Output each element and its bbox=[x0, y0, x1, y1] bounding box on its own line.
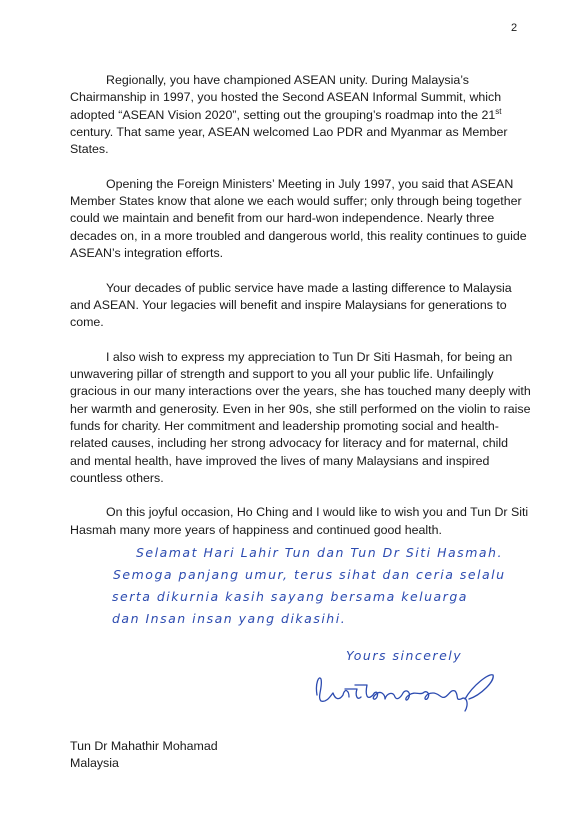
paragraph-text: century. That same year, ASEAN welcomed Lao PDR and Myanmar as Member States. bbox=[70, 124, 508, 157]
handwritten-line: Semoga panjang umur, terus sihat dan ceria selalu bbox=[113, 567, 506, 582]
recipient-block bbox=[70, 738, 218, 772]
handwritten-line: serta dikurnia kasih sayang bersama keluarga bbox=[112, 589, 468, 604]
handwritten-line: dan Insan insan yang dikasihi. bbox=[112, 611, 347, 626]
paragraph-wishes: On this joyful occasion, Ho Ching and I would like to wish you and Tun Dr Siti Hasmah many more years of happiness and continued good health. bbox=[70, 505, 529, 537]
paragraph-public-service: Your decades of public service have made a lasting difference to Malaysia and ASEAN. Your legacies will benefit and inspire Malaysians for generations to come. bbox=[70, 280, 512, 330]
signature bbox=[305, 665, 501, 715]
recipient-name: Tun Dr Mahathir Mohamad bbox=[70, 739, 218, 753]
handwritten-note bbox=[110, 545, 530, 635]
paragraph-appreciation: I also wish to express my appreciation to Tun Dr Siti Hasmah, for being an unwavering pillar of strength and support to you all your public life. Unfailingly gracious in our many interactions over the years, she has touched many deeply with her warmth and generosity. Even in her 90s, she still performed on the violin to raise funds for charity. Her commitment and leadership promoting social and health-related causes, including her strong advocacy for literacy and for maternal, child and mental health, have improved the lives of many Malaysians and inspired countless others. bbox=[70, 349, 531, 485]
page-number: 2 bbox=[511, 22, 518, 34]
recipient-country: Malaysia bbox=[70, 756, 119, 770]
ordinal-suffix: st bbox=[495, 106, 502, 116]
closing-handwritten: Yours sincerely bbox=[346, 648, 463, 663]
paragraph-asean-unity bbox=[70, 72, 532, 158]
letter-body bbox=[70, 72, 532, 556]
paragraph-foreign-ministers: Opening the Foreign Ministers’ Meeting in July 1997, you said that ASEAN Member States know that alone we each would suffer; only through being together could we maintain and benefit from our hard-won independence. Nearly three decades on, in a more troubled and dangerous world, this reality continues to guide ASEAN’s integration efforts. bbox=[70, 176, 527, 260]
handwritten-line: Selamat Hari Lahir Tun dan Tun Dr Siti Hasmah. bbox=[136, 545, 503, 560]
paragraph-text: Regionally, you have championed ASEAN unity. During Malaysia’s Chairmanship in 1997, you hosted the Second ASEAN Informal Summit, which adopted “ASEAN Vision 2020”, setting out the grouping’s roadmap into the 21 bbox=[70, 73, 502, 122]
